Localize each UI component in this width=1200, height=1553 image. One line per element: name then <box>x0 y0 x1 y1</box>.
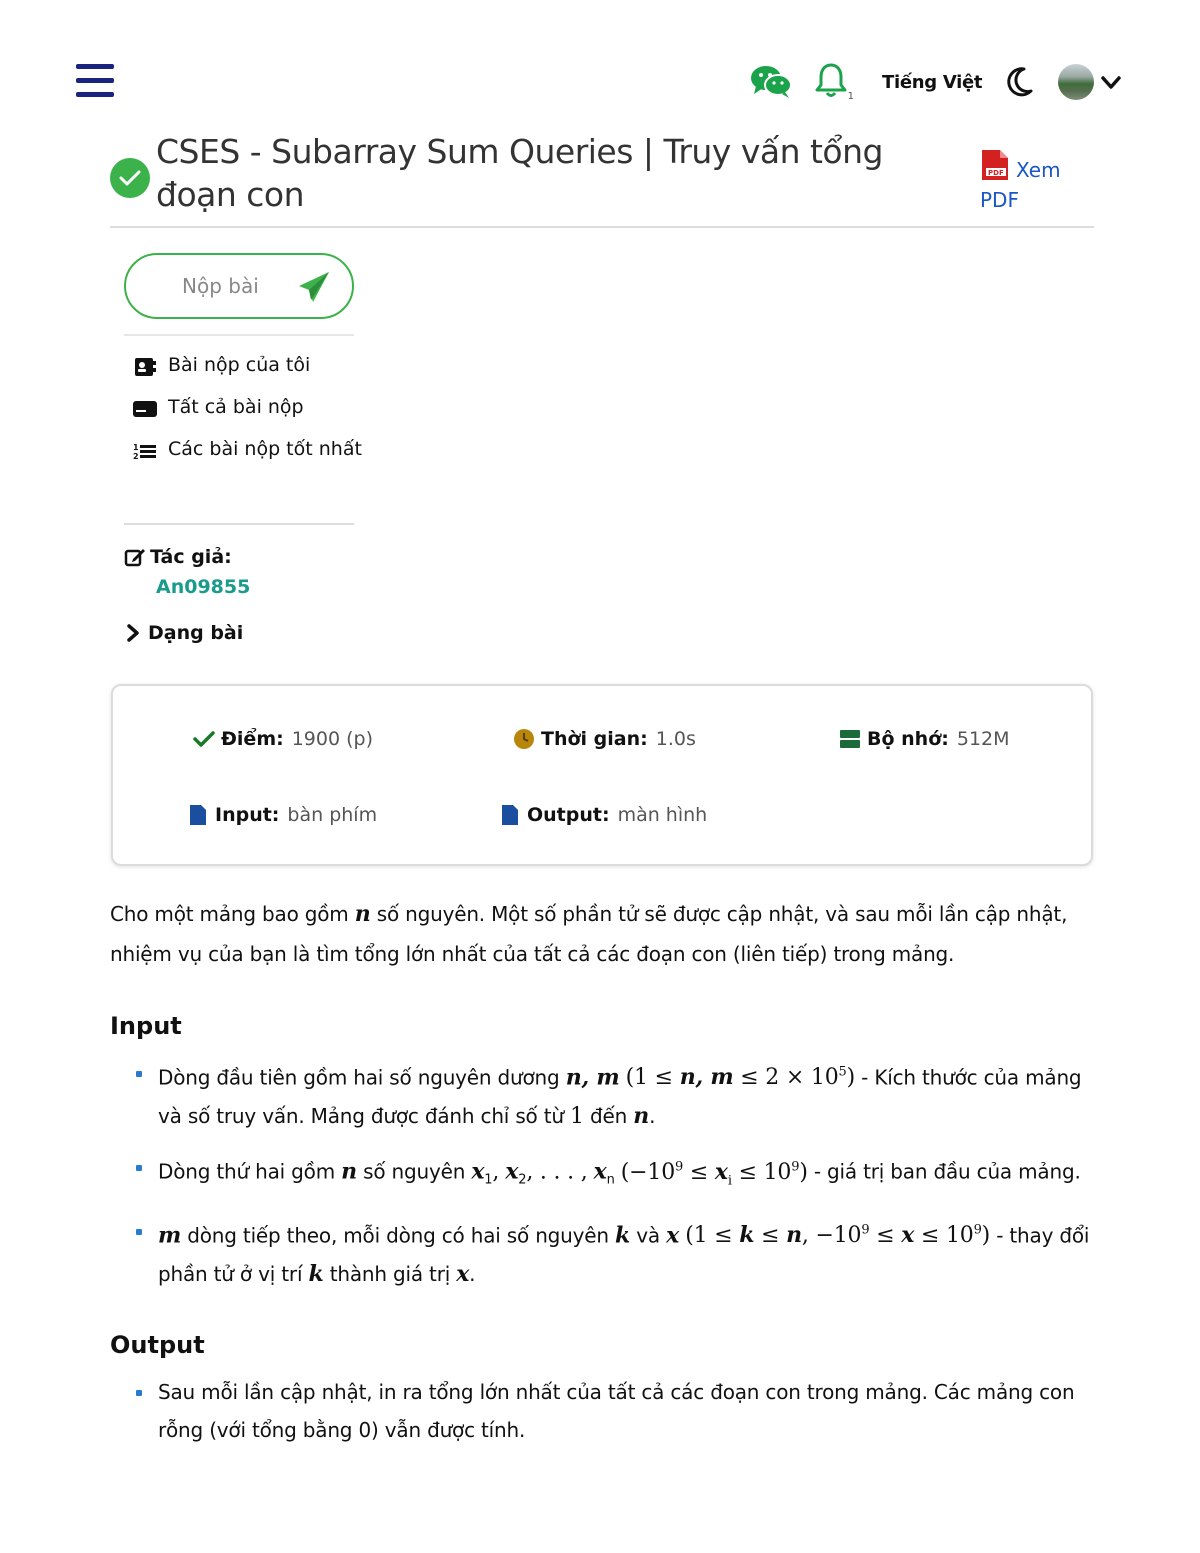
svg-text:PDF: PDF <box>988 169 1004 177</box>
output-label: Output: <box>527 804 610 826</box>
moon-icon[interactable] <box>1004 66 1034 98</box>
page-title: CSES - Subarray Sum Queries | Truy vấn tổng đoạn con <box>156 132 883 214</box>
avatar[interactable] <box>1058 64 1094 100</box>
list-item: Sau mỗi lần cập nhật, in ra tổng lớn nhất của tất cả các đoạn con trong mảng. Các mảng con rỗng (với tổng bằng 0) vẫn được tính. <box>158 1373 1100 1449</box>
language-selector[interactable]: Tiếng Việt <box>882 71 983 93</box>
all-submissions-link[interactable] <box>132 394 362 422</box>
best-submissions-label: Các bài nộp tốt nhất <box>168 438 362 460</box>
statement-intro: Cho một mảng bao gồm n số nguyên. Một số phần tử sẽ được cập nhật, và sau mỗi lần cập nhật, nhiệm vụ của bạn là tìm tổng lớn nhất của tất cả các đoạn con (liên tiếp) trong mảng. <box>110 901 1068 966</box>
score-value: 1900 (p) <box>291 728 373 750</box>
input-list <box>110 1054 1100 1293</box>
submission-links <box>132 352 362 478</box>
time-label: Thời gian: <box>541 728 648 750</box>
bell-icon[interactable] <box>814 62 854 102</box>
pdf-view-label: Xem <box>1016 158 1061 182</box>
score-info <box>193 728 373 750</box>
time-value: 1.0s <box>655 728 696 750</box>
list-item: m dòng tiếp theo, mỗi dòng có hai số nguyên k và x (1 ≤ k ≤ n, $-10^9 \le x \le 10^9$) - thay đổi phần tử ở vị trí k thành giá trị x. <box>158 1212 1100 1293</box>
list-item: Dòng đầu tiên gồm hai số nguyên dương n, m (1 ≤ n, $m \le 2 \times 10^5$) - Kích thước của mảng và số truy vấn. Mảng được đánh chỉ số từ 1 đến n. <box>158 1054 1100 1136</box>
problem-tags-toggle[interactable] <box>124 622 243 644</box>
time-info <box>513 728 696 750</box>
input-value: bàn phím <box>287 804 378 826</box>
terminal-icon <box>132 396 158 422</box>
output-heading: Output <box>110 1331 205 1360</box>
all-submissions-label: Tất cả bài nộp <box>168 396 304 418</box>
top-navbar <box>750 60 1122 104</box>
submit-label: Nộp bài <box>182 274 259 298</box>
author-row <box>124 546 232 568</box>
list-item: Dòng thứ hai gồm n số nguyên $x_1$, $x_2$, . . . , $x_n$ $(-10^9 \le x_i \le 10^9)$ - giá trị ban đầu của mảng. <box>158 1148 1100 1200</box>
problem-info-box <box>111 684 1093 866</box>
memory-value: 512M <box>956 728 1010 750</box>
edit-icon <box>124 546 146 568</box>
title-divider <box>110 226 1094 228</box>
check-icon <box>193 728 215 750</box>
output-value: màn hình <box>617 804 708 826</box>
hamburger-icon[interactable] <box>76 64 114 98</box>
input-label: Input: <box>215 804 280 826</box>
svg-text:1: 1 <box>133 443 139 452</box>
notification-count: 1 <box>847 91 854 102</box>
input-info <box>187 804 377 826</box>
list-ordered-icon <box>132 438 158 464</box>
output-info <box>499 804 707 826</box>
svg-text:2: 2 <box>133 452 139 461</box>
output-list <box>110 1373 1100 1449</box>
clock-icon <box>513 728 535 750</box>
memory-icon <box>839 728 861 750</box>
file-icon <box>499 804 521 826</box>
sidebar-divider <box>124 523 354 525</box>
paper-plane-icon <box>296 269 332 305</box>
file-icon <box>187 804 209 826</box>
my-submissions-label: Bài nộp của tôi <box>168 354 311 376</box>
submit-divider <box>124 334 354 336</box>
check-circle-icon <box>110 158 150 198</box>
memory-label: Bộ nhớ: <box>867 728 949 750</box>
problem-statement <box>110 894 1100 1461</box>
submit-button[interactable] <box>124 253 354 319</box>
author-label: Tác giả: <box>150 546 232 568</box>
wechat-icon[interactable] <box>750 64 792 100</box>
best-submissions-link[interactable] <box>132 436 362 464</box>
problem-tags-label: Dạng bài <box>148 622 244 644</box>
author-link[interactable]: An09855 <box>156 576 251 598</box>
pdf-icon <box>978 148 1012 182</box>
score-label: Điểm: <box>221 728 284 750</box>
id-card-icon <box>132 354 158 380</box>
my-submissions-link[interactable] <box>132 352 362 380</box>
pdf-label: PDF <box>980 188 1019 212</box>
input-heading: Input <box>110 1012 182 1040</box>
memory-info <box>839 728 1010 750</box>
chevron-down-icon[interactable] <box>1100 71 1122 93</box>
chevron-right-icon <box>124 623 142 643</box>
